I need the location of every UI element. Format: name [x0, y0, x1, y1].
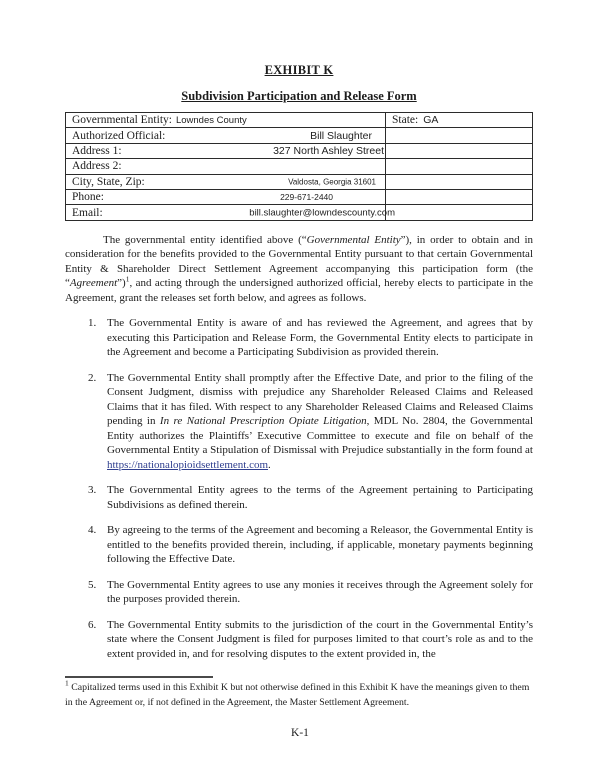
document-content — [65, 0, 533, 661]
list-item-2 — [65, 371, 533, 473]
list-item-6 — [65, 618, 533, 662]
list-item-6-number: 6. — [88, 618, 97, 631]
list-item-2-text: The Governmental Entity shall promptly after the Effective Date, and prior to the filing of the Consent Judgment, dismiss with prejudice any Shareholder Released Claims and Released Claims that it has filed. With respect to any Shareholder Released Claims and Released Claims pending in — [107, 371, 533, 428]
footnote-reference-superscript: 1 — [125, 274, 130, 284]
address-1-value: 327 North Ashley Street — [273, 144, 384, 157]
footnote — [65, 678, 535, 710]
list-item-2-number: 2. — [88, 371, 97, 384]
numbered-list — [65, 316, 533, 661]
list-item-4-number: 4. — [88, 524, 97, 537]
list-item-3-text: The Governmental Entity agrees to the terms of the Agreement pertaining to Participating Subdivisions as defined therein. — [107, 484, 533, 511]
list-item-5-text: The Governmental Entity agrees to use any monies it receives through the Agreement solely for the purposes provided therein. — [107, 578, 533, 606]
address-2-label: Address 2: — [72, 160, 122, 173]
intro-text: The governmental entity identified above (“ — [103, 233, 307, 246]
intro-text: ”), in order to obtain and in consideration for the benefits provided to the Governmental Entity pursuant to that certain Governmental Entity & Shareholder Direct Settlement Agreement accompanying this participation form (the “ — [65, 233, 534, 290]
page-number: K-1 — [291, 727, 309, 739]
table-row-governmental-entity — [66, 113, 532, 128]
intro-paragraph — [65, 233, 533, 306]
list-item-3 — [65, 483, 533, 512]
intro-text: ”) — [117, 277, 126, 290]
document-subtitle — [65, 89, 533, 104]
list-item-4 — [65, 523, 533, 567]
intro-italic-governmental-entity: Governmental Entity — [306, 233, 401, 246]
list-item-2-text: , MDL No. 2804, the Governmental Entity authorizes the Plaintiffs’ Executive Committee to execute and file on behalf of the Governmental Entity a Stipulation of Dismissal with Prejudice substantially in the form found at — [107, 415, 533, 457]
footnote-text: Capitalized terms used in this Exhibit K but not otherwise defined in this Exhibit K have the meanings given to them in the Agreement or, if not defined in the Agreement, the Master Settlement Agreement. — [65, 682, 530, 708]
list-item-5-number: 5. — [88, 578, 97, 591]
city-state-zip-label: City, State, Zip: — [72, 175, 145, 188]
table-row-authorized-official — [66, 128, 532, 143]
list-item-1-number: 1. — [88, 317, 97, 330]
table-row-email — [66, 205, 532, 219]
phone-label: Phone: — [72, 191, 104, 204]
table-row-address-1 — [66, 144, 532, 159]
governmental-entity-label: Governmental Entity: — [72, 114, 172, 127]
document-subtitle-text: Subdivision Participation and Release Form — [181, 89, 417, 103]
email-label: Email: — [72, 206, 103, 219]
table-row-city-state-zip — [66, 175, 532, 190]
document-title-text: EXHIBIT K — [264, 63, 334, 77]
table-row-phone — [66, 190, 532, 205]
list-item-3-number: 3. — [88, 484, 97, 497]
state-label: State: — [392, 114, 419, 127]
email-value: bill.slaughter@lowndescounty.com — [249, 207, 395, 219]
state-value: GA — [423, 114, 439, 127]
list-item-2-case-citation: In re National Prescription Opiate Litigation — [159, 415, 367, 428]
footnote-number-superscript: 1 — [65, 678, 69, 688]
phone-value: 229-671-2440 — [280, 192, 333, 203]
table-row-address-2 — [66, 159, 532, 174]
list-item-1-text: The Governmental Entity is aware of and has reviewed the Agreement, and agrees that by executing this Participation and Release Form, the Governmental Entity elects to participate in the Agreement and become a Participating Subdivision as provided therein. — [107, 317, 533, 359]
document-title — [65, 63, 533, 78]
list-item-1 — [65, 316, 533, 360]
list-item-4-text: By agreeing to the terms of the Agreement and becoming a Releasor, the Governmental Entity is entitled to the benefits provided therein, including, if applicable, monetary payments beginning following the Effective Date. — [107, 524, 533, 566]
list-item-2-text: . — [268, 458, 271, 471]
city-state-zip-value: Valdosta, Georgia 31601 — [288, 177, 376, 187]
intro-text: , and acting through the undersigned authorized official, hereby elects to participate in the Agreement, grant the releases set forth below, and agrees as follows. — [65, 277, 533, 304]
list-item-6-text: The Governmental Entity submits to the jurisdiction of the court in the Governmental Entity’s state where the Consent Judgment is filed for purposes limited to that court’s role as and to the extent provided in, and for resolving disputes to the extent provided in, the — [107, 618, 533, 660]
participation-form-table — [65, 112, 533, 221]
authorized-official-label: Authorized Official: — [72, 129, 166, 142]
settlement-website-link[interactable]: https://nationalopioidsettlement.com — [107, 458, 269, 471]
intro-italic-agreement: Agreement — [69, 277, 118, 290]
address-1-label: Address 1: — [72, 144, 122, 157]
governmental-entity-value: Lowndes County — [175, 114, 247, 126]
footnote-separator-rule — [65, 676, 213, 678]
authorized-official-value: Bill Slaughter — [310, 129, 372, 142]
list-item-5 — [65, 578, 533, 607]
